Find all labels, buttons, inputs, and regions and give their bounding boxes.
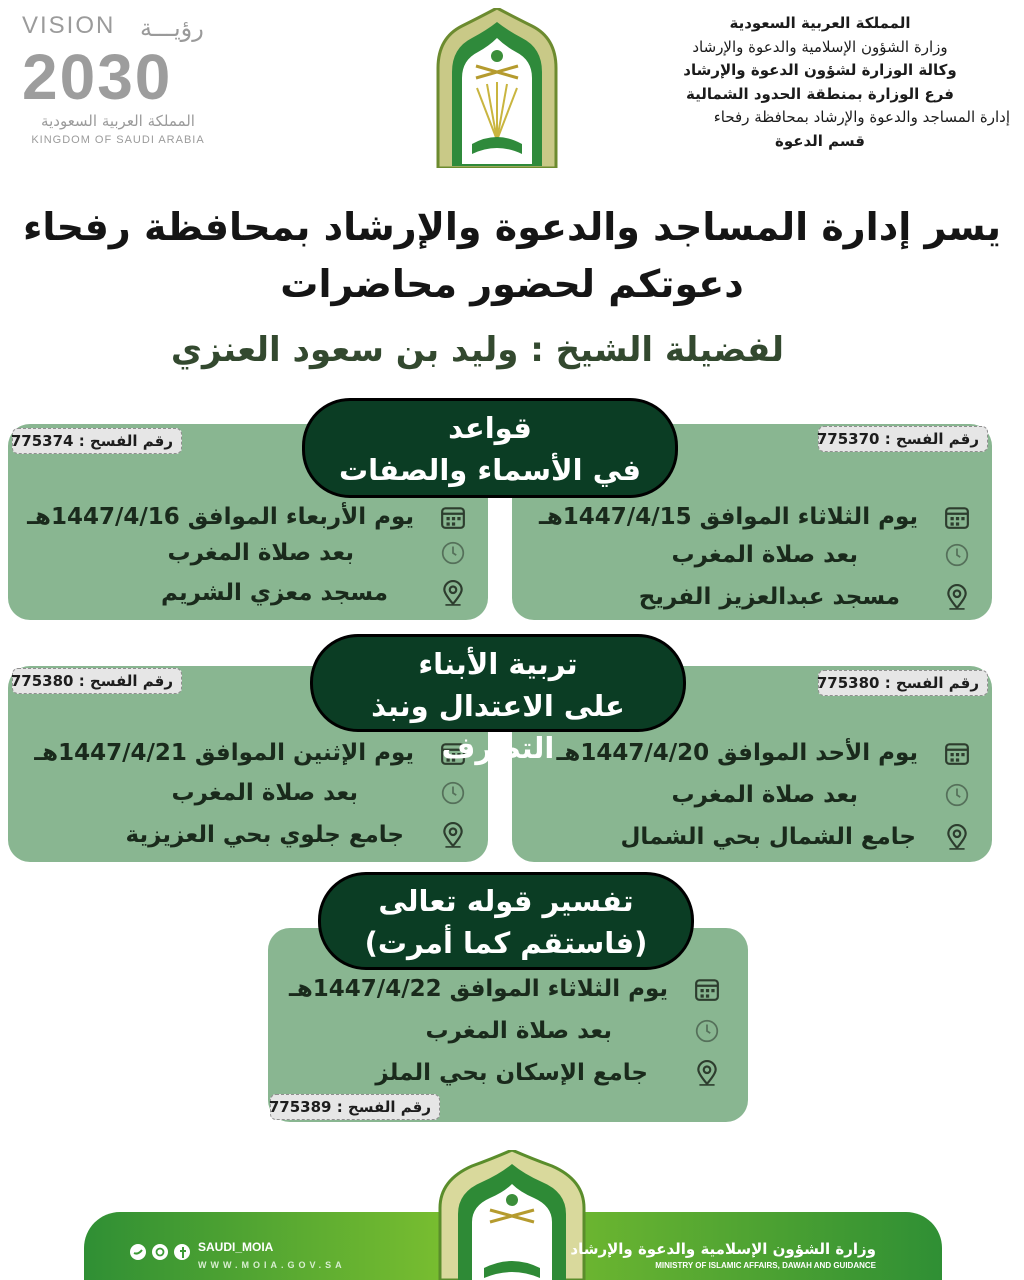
session-time: بعد صلاة المغرب [671, 542, 970, 568]
location-pin-icon [944, 824, 970, 850]
session-day: يوم الثلاثاء الموافق 1447/4/22هـ [289, 976, 720, 1002]
session-time: بعد صلاة المغرب [425, 1018, 720, 1044]
calendar-icon [944, 740, 970, 766]
clock-icon [694, 1018, 720, 1044]
footer-website: WWW.MOIA.GOV.SA [198, 1260, 346, 1270]
instagram-icon [152, 1244, 168, 1260]
topic-line-2: في الأسماء والصفات [338, 453, 642, 487]
ministry-emblem-logo [432, 8, 562, 168]
footer-ministry-ar: وزارة الشؤون الإسلامية والدعوة والإرشاد [570, 1240, 876, 1258]
calendar-icon [944, 504, 970, 530]
clock-icon [440, 540, 466, 566]
session-day: يوم الثلاثاء الموافق 1447/4/15هـ [539, 504, 970, 530]
topic-line-1: قواعد [448, 411, 532, 445]
vision-kingdom-en: KINGDOM OF SAUDI ARABIA [31, 134, 205, 146]
invitation-subtitle: دعوتكم لحضور محاضرات [280, 262, 744, 306]
session-place: مسجد معزي الشريم [161, 580, 466, 606]
topic-line-2: على الاعتدال ونبذ التطرف [371, 689, 625, 765]
topic-line-1: تفسير قوله تعالى [378, 884, 634, 918]
topic-line-1: تربية الأبناء [418, 647, 578, 681]
session-day: يوم الأربعاء الموافق 1447/4/16هـ [27, 504, 466, 530]
header-line-2: وزارة الشؤون الإسلامية والدعوة والإرشاد [692, 37, 948, 56]
header-line-1: المملكة العربية السعودية [729, 14, 911, 32]
ministry-footer [0, 1150, 1024, 1280]
ministry-header [630, 12, 1010, 153]
session-place: مسجد عبدالعزيز الفريح [639, 584, 970, 610]
invitation-title: يسر إدارة المساجد والدعوة والإرشاد بمحافظة رفحاء [22, 205, 1002, 249]
header-line-5: إدارة المساجد والدعوة والإرشاد بمحافظة رفحاء [713, 108, 1010, 126]
vision-word-ar: رؤيـــة [140, 14, 204, 42]
topic-line-2: (فاستقم كما أمرت) [364, 926, 648, 960]
permit-badge: رقم الفسح : 775380 [12, 668, 182, 694]
header-line-3: وكالة الوزارة لشؤون الدعوة والإرشاد [683, 61, 957, 79]
location-pin-icon [944, 584, 970, 610]
vision-kingdom-ar: المملكة العربية السعودية [41, 112, 195, 130]
session-day: يوم الأحد الموافق 1447/4/20هـ [557, 740, 970, 766]
footer-handle: SAUDI_MOIA [198, 1240, 274, 1254]
footer-ministry-en: MINISTRY OF ISLAMIC AFFAIRS, DAWAH AND GUIDANCE [655, 1261, 876, 1270]
sheikh-name: لفضيلة الشيخ : وليد بن سعود العنزي [170, 330, 784, 370]
calendar-icon [694, 976, 720, 1002]
location-pin-icon [440, 580, 466, 606]
vision-year: 2030 [22, 41, 173, 113]
lecture-topic-pill [318, 872, 694, 970]
footer-emblem-icon [432, 1150, 592, 1280]
vision-word: VISION [22, 12, 116, 39]
clock-icon [440, 780, 466, 806]
lecture-topic-pill [310, 634, 686, 765]
permit-badge: رقم الفسح : 775374 [12, 428, 182, 454]
session-place: جامع جلوي بحي العزيزية [126, 822, 466, 848]
clock-icon [944, 542, 970, 568]
session-place: جامع الشمال بحي الشمال [620, 824, 970, 850]
location-pin-icon [694, 1060, 720, 1086]
session-day: يوم الإثنين الموافق 1447/4/21هـ [34, 740, 466, 766]
permit-badge: رقم الفسح : 775370 [818, 426, 988, 452]
social-icons [128, 1242, 194, 1262]
header-line-6: قسم الدعوة [774, 131, 865, 150]
clock-icon [944, 782, 970, 808]
vision-2030-logo [22, 12, 222, 146]
twitter-icon [130, 1244, 146, 1260]
location-pin-icon [440, 822, 466, 848]
permit-badge: رقم الفسح : 775380 [818, 670, 988, 696]
session-place: جامع الإسكان بحي الملز [375, 1060, 720, 1086]
lecture-topic-pill [302, 398, 678, 498]
session-time: بعد صلاة المغرب [671, 782, 970, 808]
calendar-icon [440, 504, 466, 530]
permit-badge: رقم الفسح : 775389 [270, 1094, 440, 1120]
emblem-icon [432, 8, 562, 168]
session-time: بعد صلاة المغرب [167, 540, 466, 566]
session-time: بعد صلاة المغرب [171, 780, 466, 806]
header-line-4: فرع الوزارة بمنطقة الحدود الشمالية [686, 84, 954, 103]
